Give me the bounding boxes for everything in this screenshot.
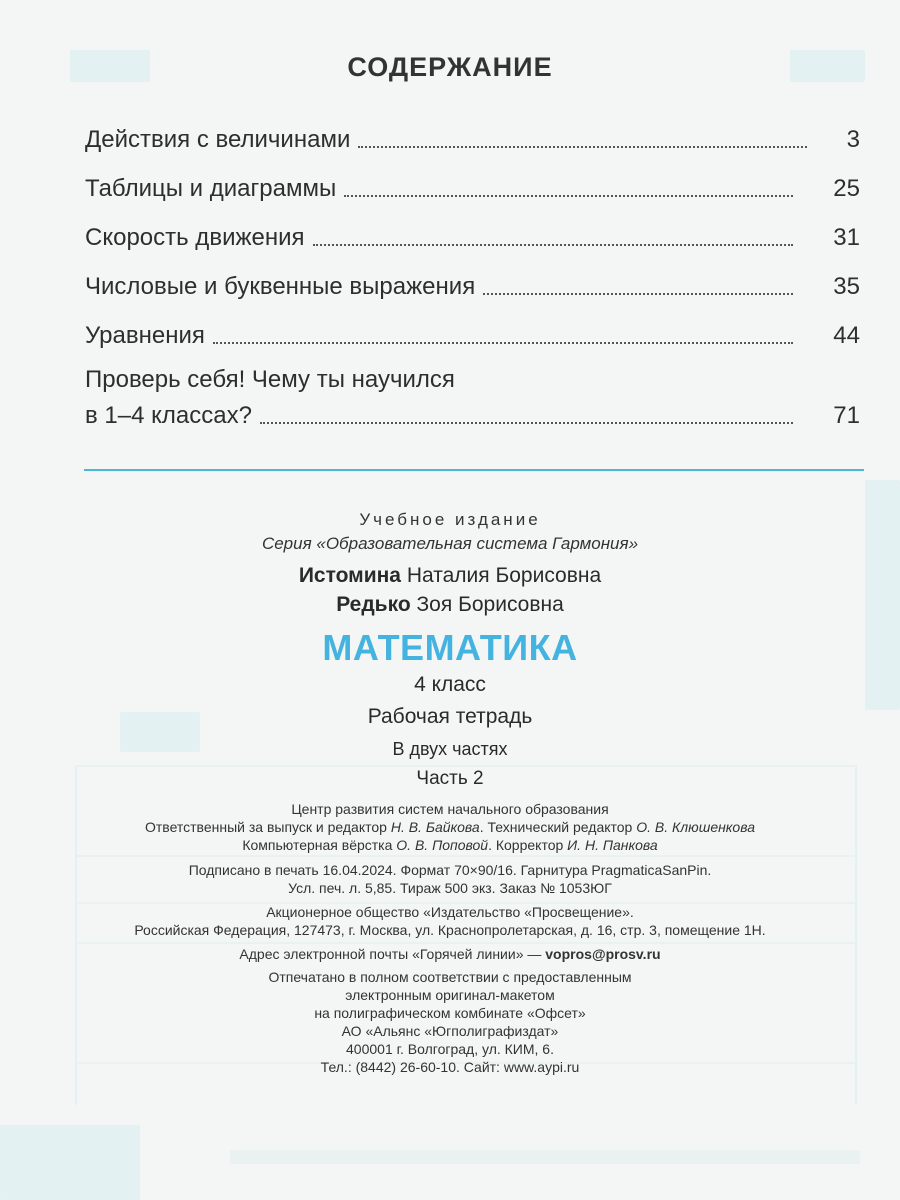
toc-item-label: Уравнения [85,322,205,349]
toc-item-page: 31 [833,224,860,251]
responsible-label: Ответственный за выпуск и редактор [144,819,387,835]
subject-title: МАТЕМАТИКА [322,627,578,668]
email-address: vopros@prosv.ru [545,946,661,962]
imprint-printed: Отпечатано в полном соответствии с предоставленным [268,969,632,985]
toc-leader-dots [344,195,793,197]
toc-item-page: 44 [833,322,860,349]
toc-leader-dots [483,293,793,295]
section-divider [84,469,864,471]
toc-item-label: Действия с величинами [85,126,351,153]
imprint-printed: электронным оригинал-макетом [345,987,555,1003]
series-name: Серия «Образовательная система Гармония» [261,534,639,553]
part-number: Часть 2 [416,768,484,789]
layout-name: О. В. Поповой [396,837,489,853]
toc-item-label: Скорость движения [85,224,305,251]
toc-item-label: в 1–4 классах? [85,402,252,429]
imprint-editors [0,818,900,836]
toc-item [85,314,860,350]
toc-item-label-line1: Проверь себя! Чему ты научился [85,366,455,393]
toc-title: СОДЕРЖАНИЕ [347,52,553,82]
layout-label: Компьютерная вёрстка [242,837,393,853]
corrector-label: . Корректор [488,837,564,853]
imprint-address: Российская Федерация, 127473, г. Москва, ул. Краснопролетарская, д. 16, стр. 3, помещение 1Н. [134,922,766,938]
imprint-print-info: Усл. печ. л. 5,85. Тираж 500 экз. Заказ № 1053ЮГ [288,880,612,896]
parts-note: В двух частях [392,739,508,759]
imprint-layout [0,836,900,854]
toc-item-label: Числовые и буквенные выражения [85,273,476,300]
toc-leader-dots [313,244,793,246]
toc-leader-dots [358,146,807,148]
toc-item [85,167,860,203]
email-label: Адрес электронной почты «Горячей линии» — [239,946,542,962]
toc-item-page: 3 [846,126,860,153]
toc-leader-dots [260,422,793,424]
imprint-email-line [0,945,900,963]
author-surname: Истомина [298,564,401,587]
author-name: Зоя Борисовна [416,593,564,616]
toc-item [85,265,860,301]
corrector-name: И. Н. Панкова [567,837,658,853]
imprint-signed: Подписано в печать 16.04.2024. Формат 70×90/16. Гарнитура PragmaticaSanPin. [188,862,712,878]
author-surname: Редько [336,593,411,616]
author [0,593,900,617]
toc-item [85,366,860,430]
author [0,564,900,588]
toc-item-page: 25 [833,175,860,202]
toc-leader-dots [213,342,793,344]
tech-editor-name: О. В. Клюшенкова [636,819,755,835]
imprint-printed: 400001 г. Волгоград, ул. КИМ, 6. [346,1041,554,1057]
toc-item-label: Таблицы и диаграммы [85,175,337,202]
toc-item [85,216,860,252]
imprint-printed: на полиграфическом комбинате «Офсет» [314,1005,586,1021]
imprint-publisher: Акционерное общество «Издательство «Просвещение». [266,904,634,920]
imprint-center: Центр развития систем начального образования [291,801,609,817]
grade: 4 класс [414,673,486,696]
book-type: Рабочая тетрадь [367,705,533,728]
author-name: Наталия Борисовна [406,564,602,587]
toc-item-page: 35 [833,273,860,300]
imprint-printed: АО «Альянс «Югполиграфиздат» [341,1023,559,1039]
toc-item-page: 71 [833,402,860,429]
responsible-name: Н. В. Байкова [390,819,480,835]
toc-item [85,118,860,154]
imprint-printed: Тел.: (8442) 26-60-10. Сайт: www.aypi.ru [320,1059,580,1075]
tech-editor-label: . Технический редактор [479,819,633,835]
edition-type: Учебное издание [359,510,541,529]
